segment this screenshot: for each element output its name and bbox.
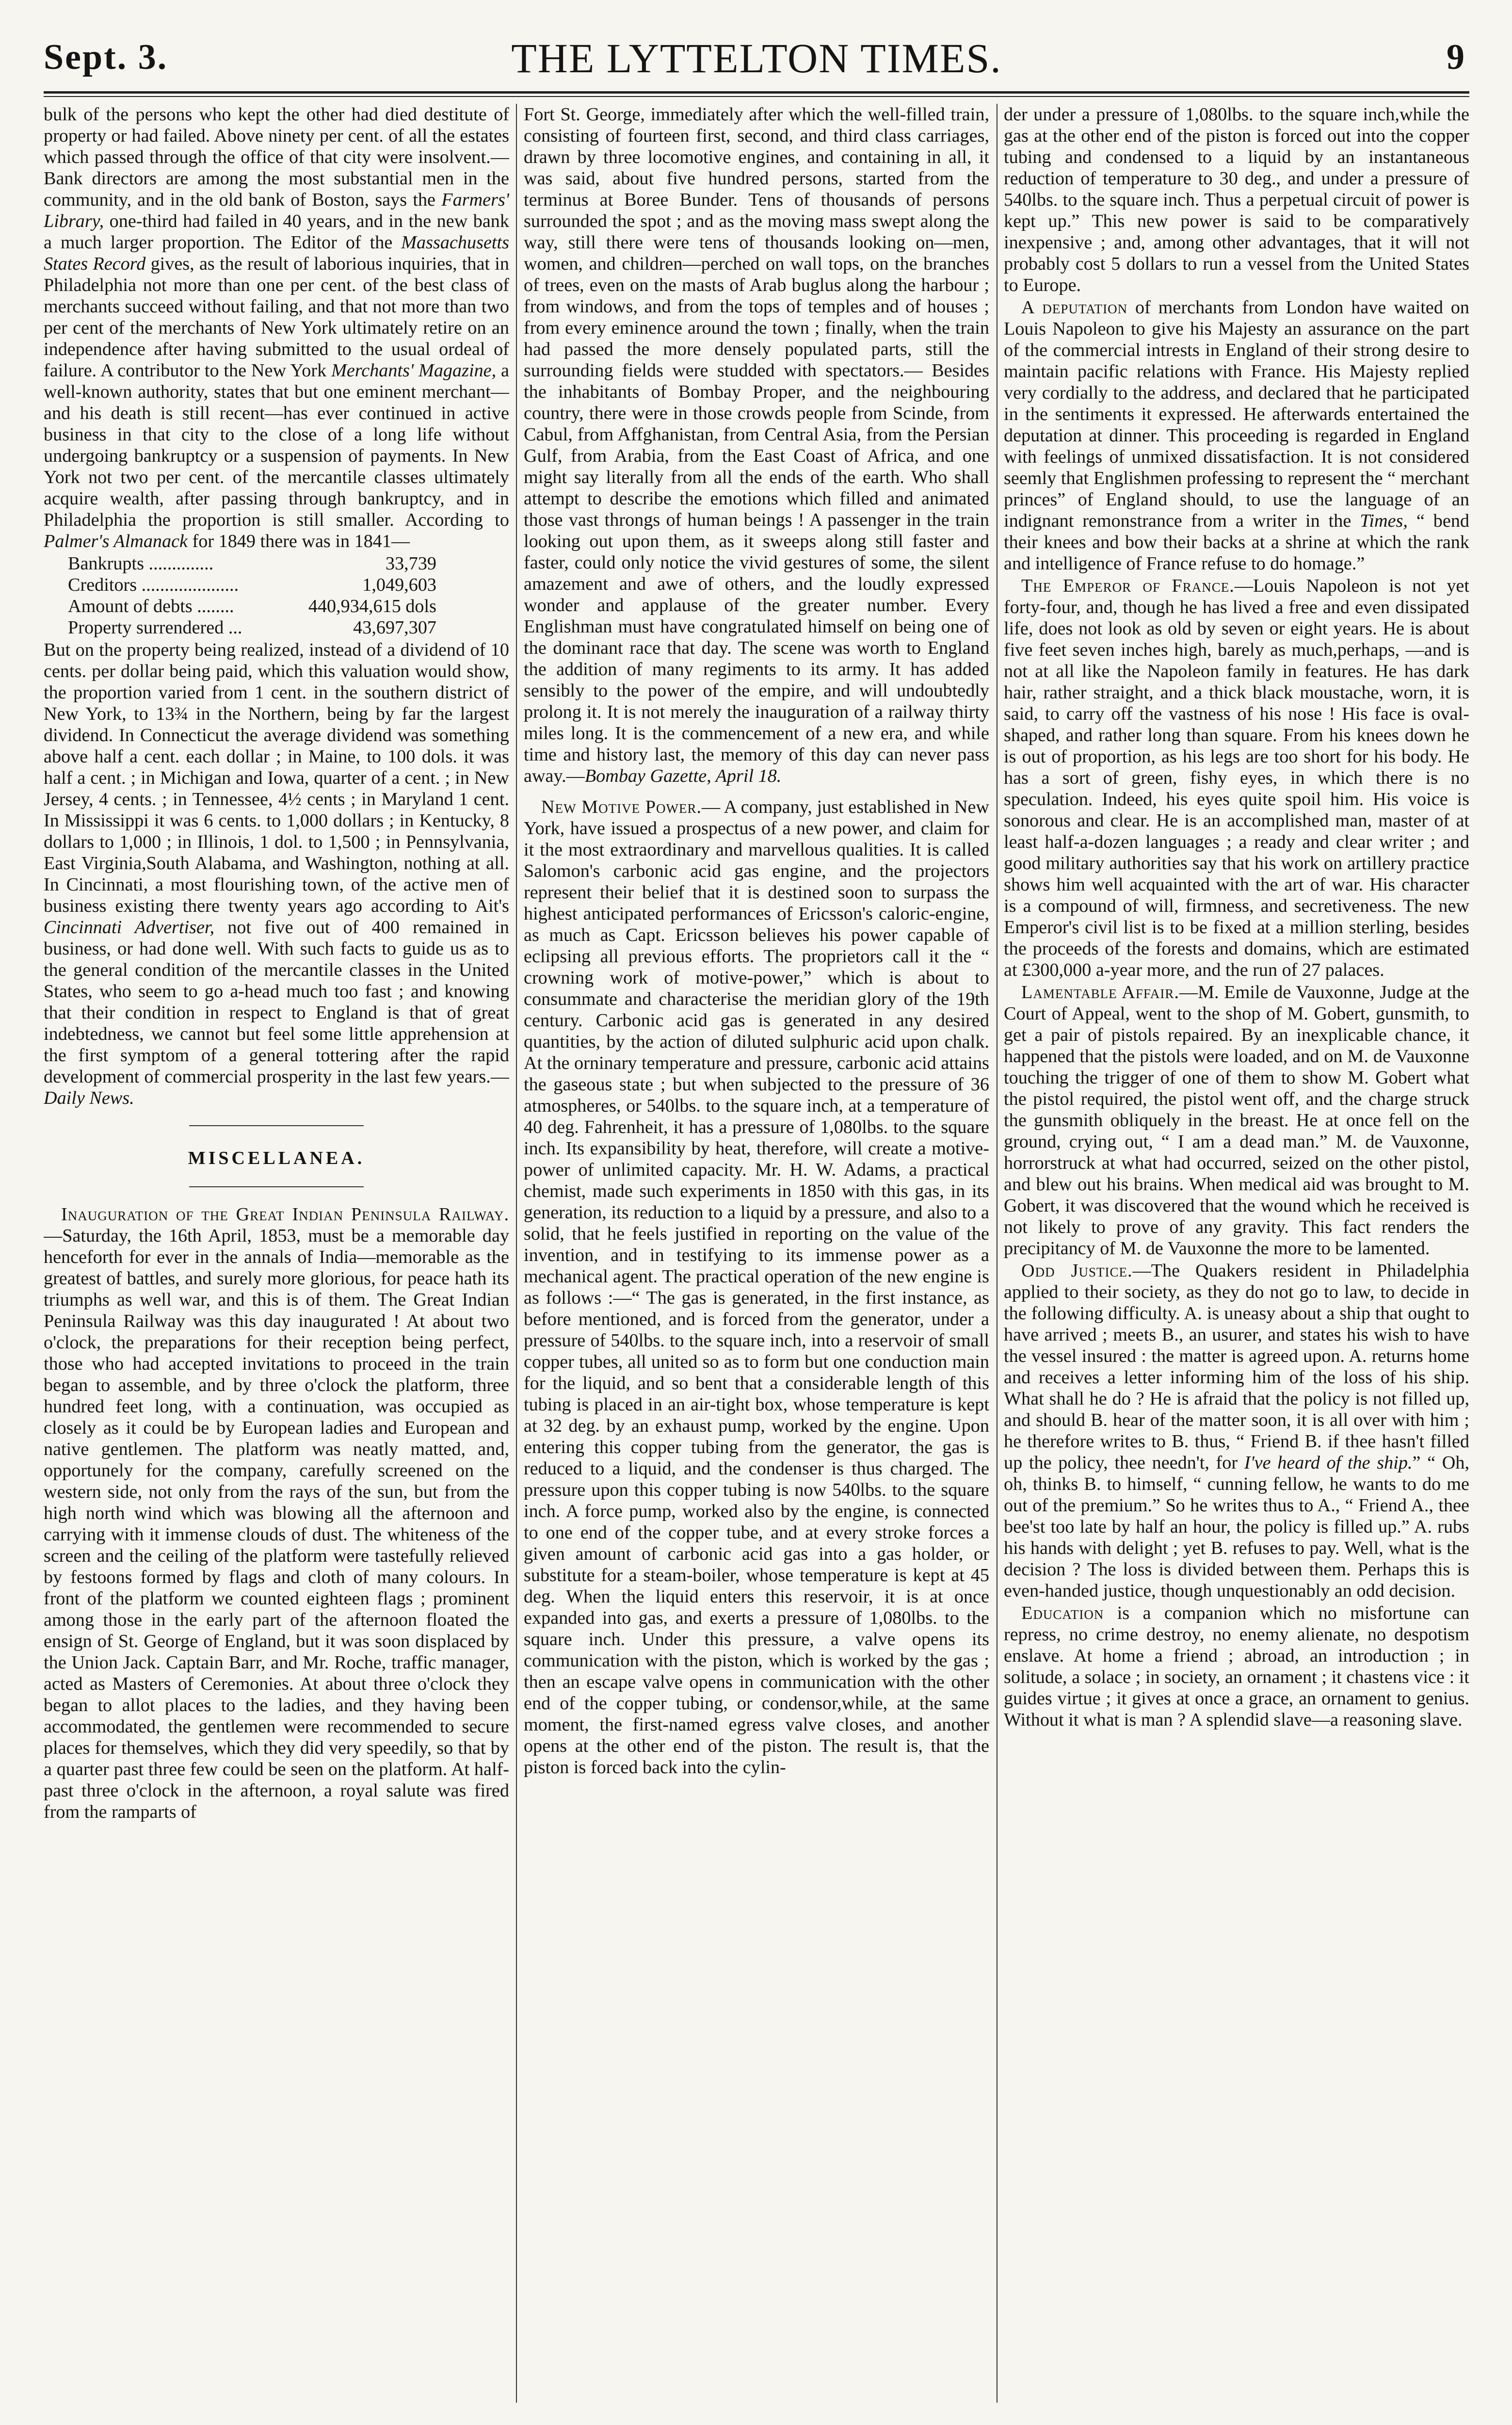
bankruptcy-stats-table	[68, 553, 509, 638]
page-number: 9	[1447, 37, 1464, 77]
article-headline: Lamentable Affair.	[1021, 982, 1179, 1002]
article-odd-justice: Odd Justice.—The Quakers resident in Philadelphia applied to their society, as they do not go to law, to decide in the following difficulty. A. is uneasy about a ship that ought to have arrived ; meets B., an usurer, and states his wish to have the vessel insured : the matter is agreed upon. A. returns home and receives a letter informing him of the loss of his ship. What shall he do ? He is afraid that the policy is not filled up, and should B. hear of the matter soon, it is all over with him ; he therefore writes to B. thus, “ Friend B. if thee hasn't filled up the policy, thee needn't, for I've heard of the ship.” “ Oh, oh, thinks B. to himself, “ cunning fellow, he wants to do me out of the premium.” So he writes thus to A., “ Friend A., thee bee'st too late by half an hour, the policy is filled up.” A. rubs his hands with delight ; yet B. refuses to pay. Well, what is the decision ? The loss is divided between them. Perhaps this is even-handed justice, though unquestionably an odd decision.	[1004, 1261, 1469, 1601]
section-rule	[189, 1186, 364, 1187]
column-1	[44, 104, 509, 2408]
column-divider-1	[516, 104, 517, 2403]
article-headline: Education	[1021, 1603, 1104, 1623]
masthead-rule-thin	[44, 96, 1469, 97]
article-emperor-of-france: The Emperor of France.—Louis Napoleon is not yet forty-four, and, though he has lived a free and even dissipated life, does not look as old by seven or eight years. He is about five feet seven inches high, barely as much,perhaps, —and is not at all like the Napoleon family in features. He has dark hair, rather straight, and a thick black moustache, worn, it is said, to carry off the vastness of his nose ! His face is oval-shaped, and rather long than square. From his knees down he is out of proportion, as his legs are too short for his body. He has a sort of green, fishy eyes, in which there is no speculation. Indeed, his eyes quite spoil him. His voice is sonorous and clear. He is an accomplished man, master of at least half-a-dozen languages ; a ready and clear writer ; and good military authorities say that his work on artillery practice shows him well acquainted with the art of war. His character is a compound of will, firmness, and secretiveness. The new Emperor's civil list is to be fixed at a million sterling, besides the proceeds of the forests and domains, which are estimated at £300,000 a-year more, and the run of 27 palaces.	[1004, 576, 1469, 980]
masthead	[44, 34, 1469, 87]
article-education: Education is a companion which no misfortune can repress, no crime destroy, no enemy alienate, no despotism enslave. At home a friend ; abroad, an introduction ; in solitude, a solace ; in society, an ornament ; it chastens vice : it guides virtue ; it gives at once a grace, an ornament to genius. Without it what is man ? A splendid slave—a reasoning slave.	[1004, 1603, 1469, 1730]
article-lamentable-affair: Lamentable Affair.—M. Emile de Vauxonne, Judge at the Court of Appeal, went to the shop of M. Gobert, gunsmith, to get a pair of pistols repaired. By an inexplicable chance, it happened that the pistols were loaded, and on M. de Vauxonne touching the trigger of one of them to show M. Gobert what the pistol required, the pistol went off, and the charge struck the gunsmith obliquely in the breast. He at once fell on the ground, crying out, “ I am a dead man.” M. de Vauxonne, horrorstruck at what had occurred, seized on the other pistol, and blew out his brains. When medical aid was brought to M. Gobert, it was discovered that the wound which he received is not likely to prove of any gravity. This fact renders the precipitancy of M. de Vauxonne the more to be lamented.	[1004, 982, 1469, 1259]
column-2	[524, 104, 989, 2408]
article-railway-continued: Fort St. George, immediately after which the well-filled train, consisting of fourteen first, second, and third class carriages, drawn by three locomotive engines, and containing in all, it was said, about five hundred persons, started from the terminus at Boree Bunder. Tens of thousands of persons surrounded the spot ; and as the moving mass swept along the way, still there were tens of thousands looking on—men, women, and children—perched on wall tops, on the branches of trees, even on the masts of Arab buglus along the harbour ; from windows, and from the tops of temples and of houses ; from every eminence around the town ; finally, when the train had passed the more densely populated parts, still the surrounding fields were studded with spectators.— Besides the inhabitants of Bombay Proper, and the neighbouring country, there were in those crowds people from Scinde, from Cabul, from Affghanistan, from Central Asia, from the Persian Gulf, from Arabia, from the East Coast of Africa, and one might say literally from all the ends of the earth. Who shall attempt to describe the emotions which filled and animated those vast throngs of human beings ! A passenger in the train looking out upon them, as it sweeps along still faster and faster, could only notice the vivid gestures of some, the silent amazement and awe of others, and the loudly expressed wonder and applause of the greater number. Every Englishman must have congratulated himself on being one of the dominant race that day. The scene was worth to England the addition of many regiments to its army. It has added sensibly to the power of the empire, and will undoubtedly prolong it. It is not merely the inauguration of a railway thirty miles long. It is the commencement of a new era, and while time and history last, the memory of this day can never pass away.—Bombay Gazette, April 18.	[524, 104, 989, 786]
stats-row: Property surrendered ... 43,697,307	[68, 617, 436, 638]
article-headline: New Motive Power.	[541, 797, 702, 817]
article-headline: A deputation	[1021, 297, 1128, 318]
article-motive-power-continued: der under a pressure of 1,080lbs. to the square inch,while the gas at the other end of the piston is forced out into the copper tubing and condensed to a liquid by an instantaneous reduction of temperature to 30 deg., and under a pressure of 540lbs. to the square inch. Thus a perpetual circuit of power is kept up.” This new power is said to be comparatively inexpensive ; and, among other advantages, that it will not probably cost 5 dollars to run a vessel from the United States to Europe.	[1004, 104, 1469, 295]
article-headline: The Emperor of France.	[1021, 576, 1235, 596]
stats-row: Creditors ..................... 1,049,603	[68, 575, 436, 595]
article-railway-inauguration: Inauguration of the Great Indian Peninsula Railway.—Saturday, the 16th April, 1853, must be a memorable day henceforth for ever in the annals of India—memorable as the greatest of battles, and surely more glorious, for peace hath its triumphs as well war, and this is of them. The Great Indian Peninsula Railway was this day inaugurated ! At about two o'clock, the preparations for their reception being perfect, those who had accepted invitations to proceed in the train began to assemble, and by three o'clock the platform, three hundred feet long, with a continuation, was occupied as closely as it could be by European ladies and European and native gentlemen. The platform was neatly matted, and, opportunely for the company, carefully screened on the western side, not only from the rays of the sun, but from the high north wind which was blowing all the afternoon and carrying with it immense clouds of dust. The whiteness of the screen and the ceiling of the platform were tastefully relieved by festoons formed by flags and cloth of many colours. In front of the platform we counted eighteen flags ; prominent among those in the early part of the afternoon floated the ensign of St. George of England, but it was soon displaced by the Union Jack. Captain Barr, and Mr. Roche, traffic manager, acted as Masters of Ceremonies. At about three o'clock they began to allot places to the ladies, and they having been accommodated, the gentlemen were recommended to secure places for themselves, which they did very speedily, so that by a quarter past three few could be seen on the platform. At half-past three o'clock in the afternoon, a royal salute was fired from the ramparts of	[44, 1204, 509, 1822]
article-headline: Odd Justice.	[1021, 1261, 1133, 1281]
article-headline: Inauguration of the Great Indian Peninsula Railway.	[61, 1204, 509, 1225]
article-bankruptcy-conclusion: But on the property being realized, instead of a dividend of 10 cents. per dollar being paid, which this valuation would show, the proportion varied from 1 cent. in the southern district of New York, to 13¾ in the Northern, being by far the largest dividend. In Connecticut the average dividend was something above half a cent. each dollar ; in Maine, to 100 dols. it was half a cent. ; in Michigan and Iowa, quarter of a cent. ; in New Jersey, 4 cents. ; in Tennessee, 4½ cents ; in Maryland 1 cent. In Mississippi it was 6 cents. to 1,000 dollars ; in Kentucky, 8 dollars to 1,000 ; in Illinois, 1 dol. to 1,500 ; in Pennsylvania, East Virginia,South Alabama, and Washington, nothing at all. In Cincinnati, a most flourishing town, of the active men of business existing there twenty years ago according to Ait's Cincinnati Advertiser, not five out of 400 remained in business, or had done well. With such facts to guide us as to the general condition of the mercantile classes in the United States, who seem to go a-head much too fast ; and knowing that their condition in respect to England is that of great indebtedness, we cannot but feel some little apprehension at the first symptom of a general tottering after the rapid development of commercial prosperity in the last few years.—Daily News.	[44, 640, 509, 1108]
section-heading-miscellanea: MISCELLANEA.	[188, 1148, 365, 1168]
column-3	[1004, 104, 1469, 2408]
masthead-rule	[44, 91, 1469, 94]
stats-row: Bankrupts .............. 33,739	[68, 553, 436, 574]
section-rule	[189, 1125, 364, 1126]
article-deputation: A deputation of merchants from London have waited on Louis Napoleon to give his Majesty an assurance on the part of the commercial intrests in England of their strong desire to maintain pacific relations with France. His Majesty replied very cordially to the address, and declared that he participated in the sentiments it expressed. He afterwards entertained the deputation at dinner. This proceeding is regarded in England with feelings of unmixed dissatisfaction. It is not considered seemly that Englishmen professing to represent the “ merchant princes” of England should, to use the language of an indignant remonstrance from a writer in the Times, “ bend their knees and bow their backs at a shrine at which the rank and intelligence of France refuse to do homage.”	[1004, 297, 1469, 574]
newspaper-title: THE LYTTELTON TIMES.	[511, 35, 1002, 81]
issue-date: Sept. 3.	[44, 37, 168, 77]
stats-row: Amount of debts ........ 440,934,615 dols	[68, 596, 436, 616]
article-new-motive-power: New Motive Power.— A company, just established in New York, have issued a prospectus of a new power, and claim for it the most extraordinary and marvellous qualities. It is called Salomon's carbonic acid gas engine, and the projectors represent their belief that it is destined soon to surpass the highest anticipated performances of Ericsson's caloric-engine, as much as Capt. Ericsson believes his power capable of eclipsing all previous efforts. The proprietors call it the “ crowning work of motive-power,” which is about to consummate and characterise the meridian glory of the 19th century. Carbonic acid gas is generated in any desired quantities, by the action of diluted sulphuric acid upon chalk. At the orninary temperature and pressure, carbonic acid attains the gaseous state ; but when subjected to the pressure of 36 atmospheres, or 540lbs. to the square inch, at a temperature of 40 deg. Fahrenheit, it has a pressure of 1,080lbs. to the square inch. Its expansibility by heat, therefore, will create a motive-power of unlimited capacity. Mr. H. W. Adams, a practical chemist, made such experiments in 1850 with this gas, in its generation, its reduction to a liquid by a pressure, and also to a solid, that he feels justified in reporting on the value of the invention, and in testifying to its immense power as a mechanical agent. The practical operation of the new engine is as follows :—“ The gas is generated, in the first instance, as before mentioned, and is forced from the generator, under a pressure of 540lbs. to the square inch, into a reservoir of small copper tubes, all united so as to form but one conduction main for the liquid, and so bent that a considerable length of this tubing is placed in an air-tight box, whose temperature is kept at 32 deg. by an exhaust pump, worked by the engine. Upon entering this copper tubing from the generator, the gas is reduced to a liquid, and the condenser is thus charged. The pressure upon this copper tubing is now 540lbs. to the square inch. A force pump, worked also by the engine, is connected to one end of the copper tube, and at every stroke forces a given amount of carbonic acid gas into a gas holder, or substitute for a steam-boiler, whose temperature is kept at 45 deg. When the liquid enters this reservoir, it is at once expanded into gas, and exerts a pressure of 1,080lbs. to the square inch. Under this pressure, a valve opens its communication with the piston, which is worked by the gas ; then an escape valve opens in communication with the other end of the copper tubing, or condensor,while, at the same moment, the first-named egress valve closes, and another opens at the other end of the piston. The result is, that the piston is forced back into the cylin-	[524, 797, 989, 1778]
article-bankruptcy-text: bulk of the persons who kept the other had died destitute of property or had failed. Above ninety per cent. of all the estates which passed through the office of that city were insolvent.— Bank directors are among the most substantial men in the community, and in the old bank of Boston, says the Farmers' Library, one-third had failed in 40 years, and in the new bank a much larger proportion. The Editor of the Massachusetts States Record gives, as the result of laborious inquiries, that in Philadelphia not more than one per cent. of the best class of merchants succeed without failing, and that not more than two per cent of the merchants of New York ultimately retire on an independence after having submitted to the usual ordeal of failure. A contributor to the New York Merchants' Magazine, a well-known authority, states that but one eminent merchant—and his death is still recent—has ever continued in active business in that city to the close of a long life without undergoing bankruptcy or a suspension of payments. In New York not two per cent. of the mercantile classes ultimately acquire wealth, after passing through bankruptcy, and in Philadelphia the proportion is still smaller. According to Palmer's Almanack for 1849 there was in 1841—	[44, 104, 509, 551]
